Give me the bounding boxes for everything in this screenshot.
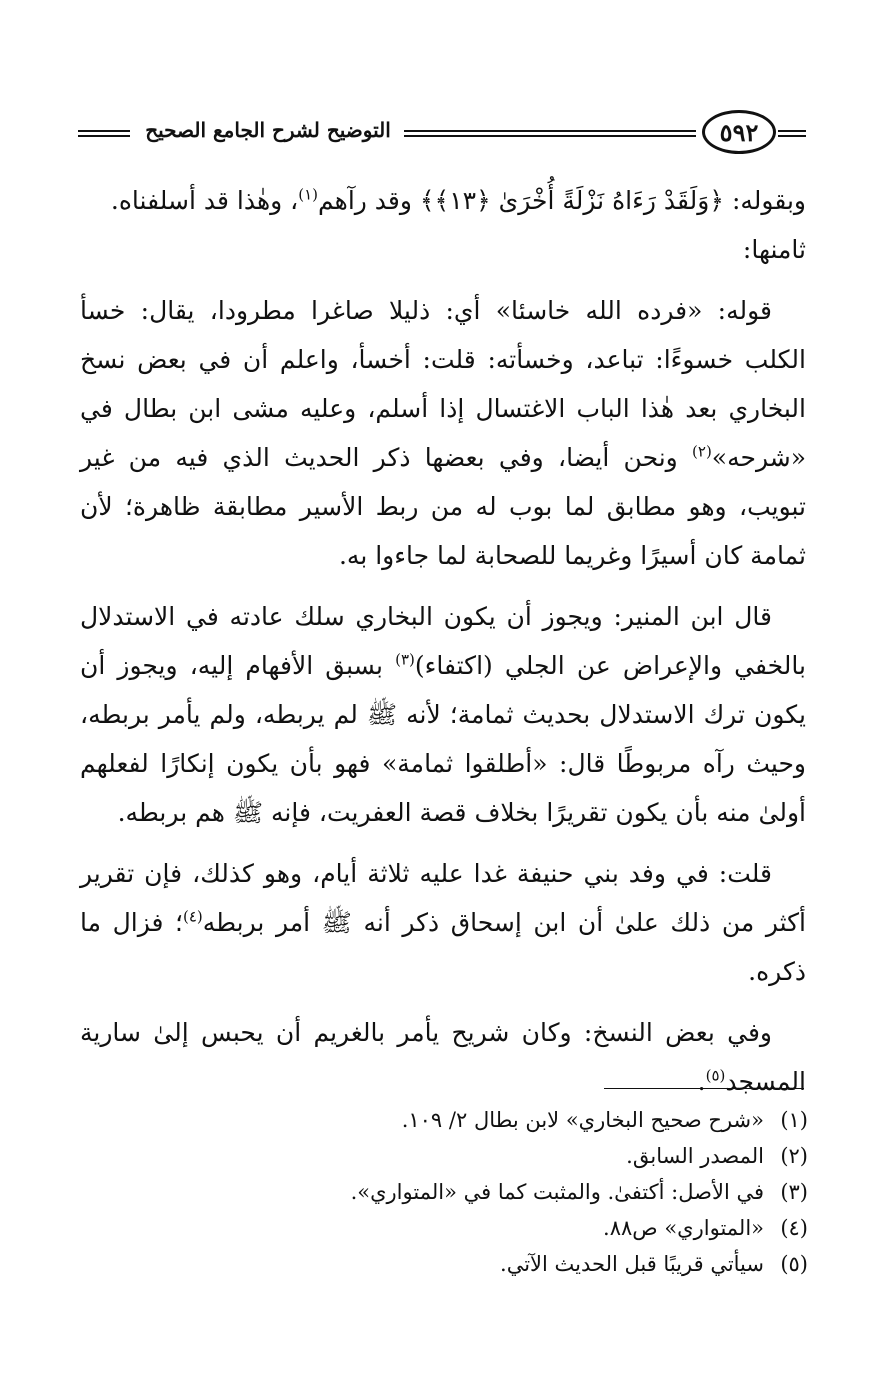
footnote-number: (١)	[780, 1108, 808, 1132]
footnote-item	[200, 1174, 808, 1210]
header-rule-middle	[404, 130, 696, 137]
paragraph-5-text: قلت: في وفد بني حنيفة غدا عليه ثلاثة أيام، وهو كذلك، فإن تقرير أكثر من ذلك علىٰ أن ابن إسحاق ذكر أنه ﷺ أمر بربطه	[80, 859, 807, 937]
paragraph-4	[80, 592, 806, 837]
header-rule-right	[778, 130, 806, 137]
footnote-item	[200, 1102, 808, 1138]
paragraph-3-tail: ونحن أيضا، وفي بعضها ذكر الحديث الذي فيه من غير تبويب، وهو مطابق لما بوب له من ربط الأسير مطابقة ظاهرة؛ لأن ثمامة كان أسيرًا وغريما للصحابة لما جاءوا به.	[80, 443, 806, 570]
footnote-ref-5: (٥)	[705, 1066, 726, 1085]
footnote-text: سيأتي قريبًا قبل الحديث الآتي.	[500, 1252, 764, 1276]
footnote-text: «شرح صحيح البخاري» لابن بطال ٢/ ١٠٩.	[401, 1108, 764, 1132]
paragraph-5-tail: ؛ فزال ما ذكره.	[80, 908, 806, 986]
footnote-text: المصدر السابق.	[626, 1144, 764, 1168]
footnotes	[200, 1102, 808, 1282]
paragraph-6-text: وفي بعض النسخ: وكان شريح يأمر بالغريم أن يحبس إلىٰ سارية المسجد	[80, 1018, 806, 1096]
header-rule-left	[78, 130, 130, 137]
paragraph-6-tail: .	[697, 1067, 706, 1096]
main-text	[80, 176, 806, 1106]
footnote-number: (٤)	[780, 1216, 808, 1240]
footnote-ref-4: (٤)	[182, 907, 203, 926]
paragraph-1	[80, 176, 806, 225]
paragraph-1-text: وبقوله: ﴿وَلَقَدْ رَءَاهُ نَزْلَةً أُخْرَىٰ ﴿١٣﴾﴾ وقد رآهم	[318, 186, 806, 215]
footnote-item	[200, 1246, 808, 1282]
footnote-number: (٥)	[780, 1252, 808, 1276]
footnote-separator	[604, 1088, 804, 1089]
footnote-ref-2: (٢)	[692, 442, 712, 461]
footnote-ref-3: (٣)	[395, 650, 415, 669]
footnote-item	[200, 1138, 808, 1174]
paragraph-4-text: قال ابن المنير: ويجوز أن يكون البخاري سلك عادته في الاستدلال بالخفي والإعراض عن الجلي (اكتفاء)	[80, 602, 806, 680]
footnote-number: (٣)	[780, 1180, 808, 1204]
paragraph-6	[80, 1008, 806, 1106]
paragraph-4-tail: بسبق الأفهام إليه، ويجوز أن يكون ترك الاستدلال بحديث ثمامة؛ لأنه ﷺ لم يربطه، ولم يأمر بربطه، وحيث رآه مربوطًا قال: «أطلقوا ثمامة» فهو بأن يكون إنكارًا لفعلهم أولىٰ منه بأن يكون تقريرًا بخلاف قصة العفريت، فإنه ﷺ هم بربطه.	[80, 651, 806, 827]
footnote-number: (٢)	[780, 1144, 808, 1168]
footnote-ref-1: (١)	[298, 185, 319, 204]
paragraph-3	[80, 286, 806, 580]
paragraph-5	[80, 849, 806, 996]
running-title: التوضيح لشرح الجامع الصحيح	[145, 118, 391, 142]
paragraph-3-text: قوله: «فرده الله خاسئا» أي: ذليلا صاغرا مطرودا، يقال: خسأ الكلب خسوءًا: تباعد، وخسأته: قلت: أخسأ، واعلم أن في بعض نسخ البخاري بعد هٰذا الباب الاغتسال إذا أسلم، وعليه مشى ابن بطال في «شرحه»	[80, 296, 806, 472]
paragraph-1-tail: ، وهٰذا قد أسلفناه.	[110, 186, 299, 215]
footnote-item	[200, 1210, 808, 1246]
footnote-text: «المتواري» ص٨٨.	[603, 1216, 764, 1240]
footnote-text: في الأصل: أكتفىٰ. والمثبت كما في «المتواري».	[350, 1180, 764, 1204]
page-header	[78, 108, 806, 160]
section-heading: ثامنها:	[742, 235, 806, 264]
page-number: ٥٩٢	[702, 110, 776, 154]
